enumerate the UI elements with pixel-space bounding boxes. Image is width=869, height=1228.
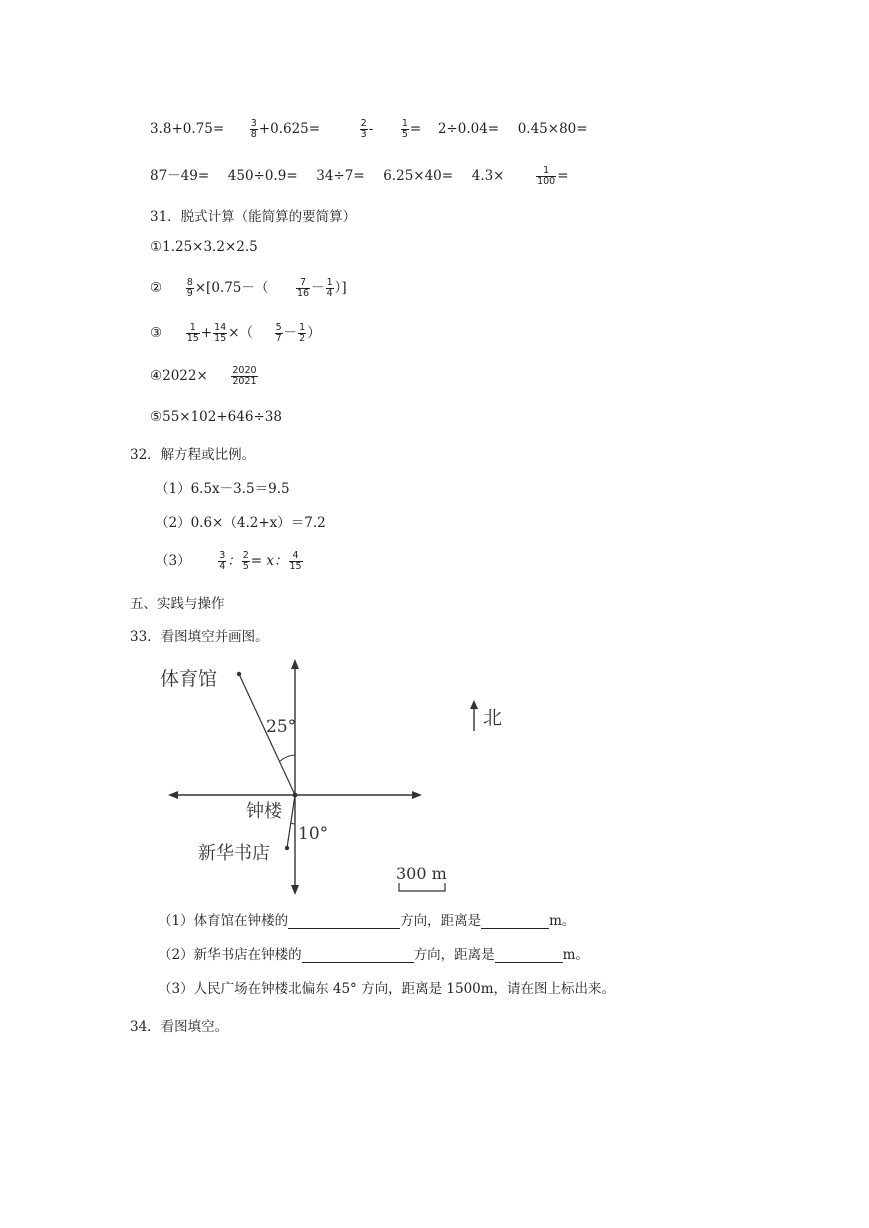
- oral-calc-row-2: [150, 164, 569, 187]
- angle-arc-25: [280, 755, 295, 761]
- gym-label: 体育馆: [160, 668, 218, 690]
- expr: 4.3×: [471, 168, 505, 184]
- q31-item-1: ①1.25×3.2×2.5: [150, 239, 258, 255]
- q31-item-2: ② $\frac{8}{9}$ ×[0.75－（ $\frac{7}{16}$ － $\frac{1}{4}$ ）]: [150, 277, 347, 299]
- bookstore-label: 新华书店: [198, 843, 270, 864]
- expr: 0.45×80=: [517, 121, 588, 137]
- expr: 450÷0.9=: [227, 168, 298, 184]
- axis-arrow-right: [412, 791, 422, 799]
- q32-item-2: （2）0.6×（4.2+x）＝7.2: [155, 515, 326, 531]
- bookstore-direction-line: [287, 795, 295, 848]
- fraction: $\frac{3}{4}$: [219, 550, 226, 572]
- expr: 2÷0.04=: [437, 121, 500, 137]
- direction-diagram: [150, 655, 530, 900]
- expr: 87－49=: [150, 168, 210, 184]
- fraction: $\frac{1}{5}$: [401, 118, 408, 140]
- fraction: $\frac{1}{4}$: [326, 277, 333, 299]
- fraction: $\frac{1}{100}$: [537, 165, 556, 187]
- expr: 34÷7=: [316, 168, 365, 184]
- north-arrow-head: [470, 700, 478, 709]
- angle-10-label: 10°: [298, 824, 329, 844]
- fraction: $\frac{14}{15}$: [214, 322, 227, 344]
- expr: 6.25×40=: [383, 168, 454, 184]
- section-5-heading: 五、实践与操作: [130, 596, 225, 612]
- question-31-title: 31．脱式计算（能简算的要简算）: [150, 209, 357, 225]
- fraction: $\frac{1}{2}$: [299, 322, 306, 344]
- q31-item-3: ③ $\frac{1}{15}$ + $\frac{14}{15}$ ×（ $\frac{5}{7}$ － $\frac{1}{2}$ ）: [150, 322, 321, 344]
- equals: =: [557, 168, 569, 184]
- axis-arrow-up: [291, 659, 299, 669]
- question-34-title: 34．看图填空。: [130, 1019, 229, 1035]
- answer-blank[interactable]: [302, 949, 414, 963]
- scale-bar: [399, 883, 445, 891]
- question-32-title: 32．解方程或比例。: [130, 447, 256, 463]
- north-indicator: [465, 698, 515, 734]
- q33-item-3: （3）人民广场在钟楼北偏东 45° 方向，距离是 1500m，请在图上标出来。: [158, 981, 616, 997]
- operator: -: [368, 121, 374, 137]
- fraction: $\frac{2}{3}$: [360, 118, 367, 140]
- fraction: $\frac{3}{8}$: [250, 118, 257, 140]
- answer-blank[interactable]: [481, 915, 549, 929]
- q32-item-3: （3） $\frac{3}{4}$ ： $\frac{2}{5}$ = x： $\frac{4}{15}$: [155, 550, 302, 572]
- gym-point: [237, 672, 241, 676]
- clock-tower-point: [293, 793, 298, 798]
- expr: 3.8+0.75=: [150, 121, 225, 137]
- expr: +0.625=: [258, 121, 321, 137]
- fraction: $\frac{5}{7}$: [275, 322, 282, 344]
- axis-arrow-down: [291, 885, 299, 895]
- fraction: $\frac{4}{15}$: [289, 550, 302, 572]
- fraction: $\frac{7}{16}$: [296, 277, 310, 299]
- equals: =: [409, 121, 422, 137]
- angle-25-label: 25°: [266, 717, 297, 737]
- answer-blank[interactable]: [288, 915, 400, 929]
- clock-tower-label: 钟楼: [246, 801, 282, 822]
- north-label: 北: [483, 707, 503, 729]
- bookstore-point: [285, 846, 289, 850]
- oral-calc-row-1: [150, 119, 588, 140]
- q31-item-5: ⑤55×102+646÷38: [150, 409, 282, 425]
- answer-blank[interactable]: [495, 949, 563, 963]
- question-33-title: 33．看图填空并画图。: [130, 629, 269, 645]
- fraction: $\frac{2}{5}$: [242, 550, 249, 572]
- q33-blank-1: （1）体育馆在钟楼的 方向，距离是 m。: [158, 913, 576, 929]
- axis-arrow-left: [168, 791, 178, 799]
- fraction: $\frac{8}{9}$: [186, 277, 193, 299]
- scale-label: 300 m: [396, 864, 447, 883]
- q33-blank-2: （2）新华书店在钟楼的 方向，距离是 m。: [158, 947, 589, 963]
- q31-item-4: ④2022× $\frac{2020}{2021}$: [150, 365, 257, 387]
- fraction: $\frac{1}{15}$: [186, 322, 199, 344]
- q32-item-1: （1）6.5x－3.5＝9.5: [155, 481, 290, 497]
- fraction: $\frac{2020}{2021}$: [232, 365, 257, 387]
